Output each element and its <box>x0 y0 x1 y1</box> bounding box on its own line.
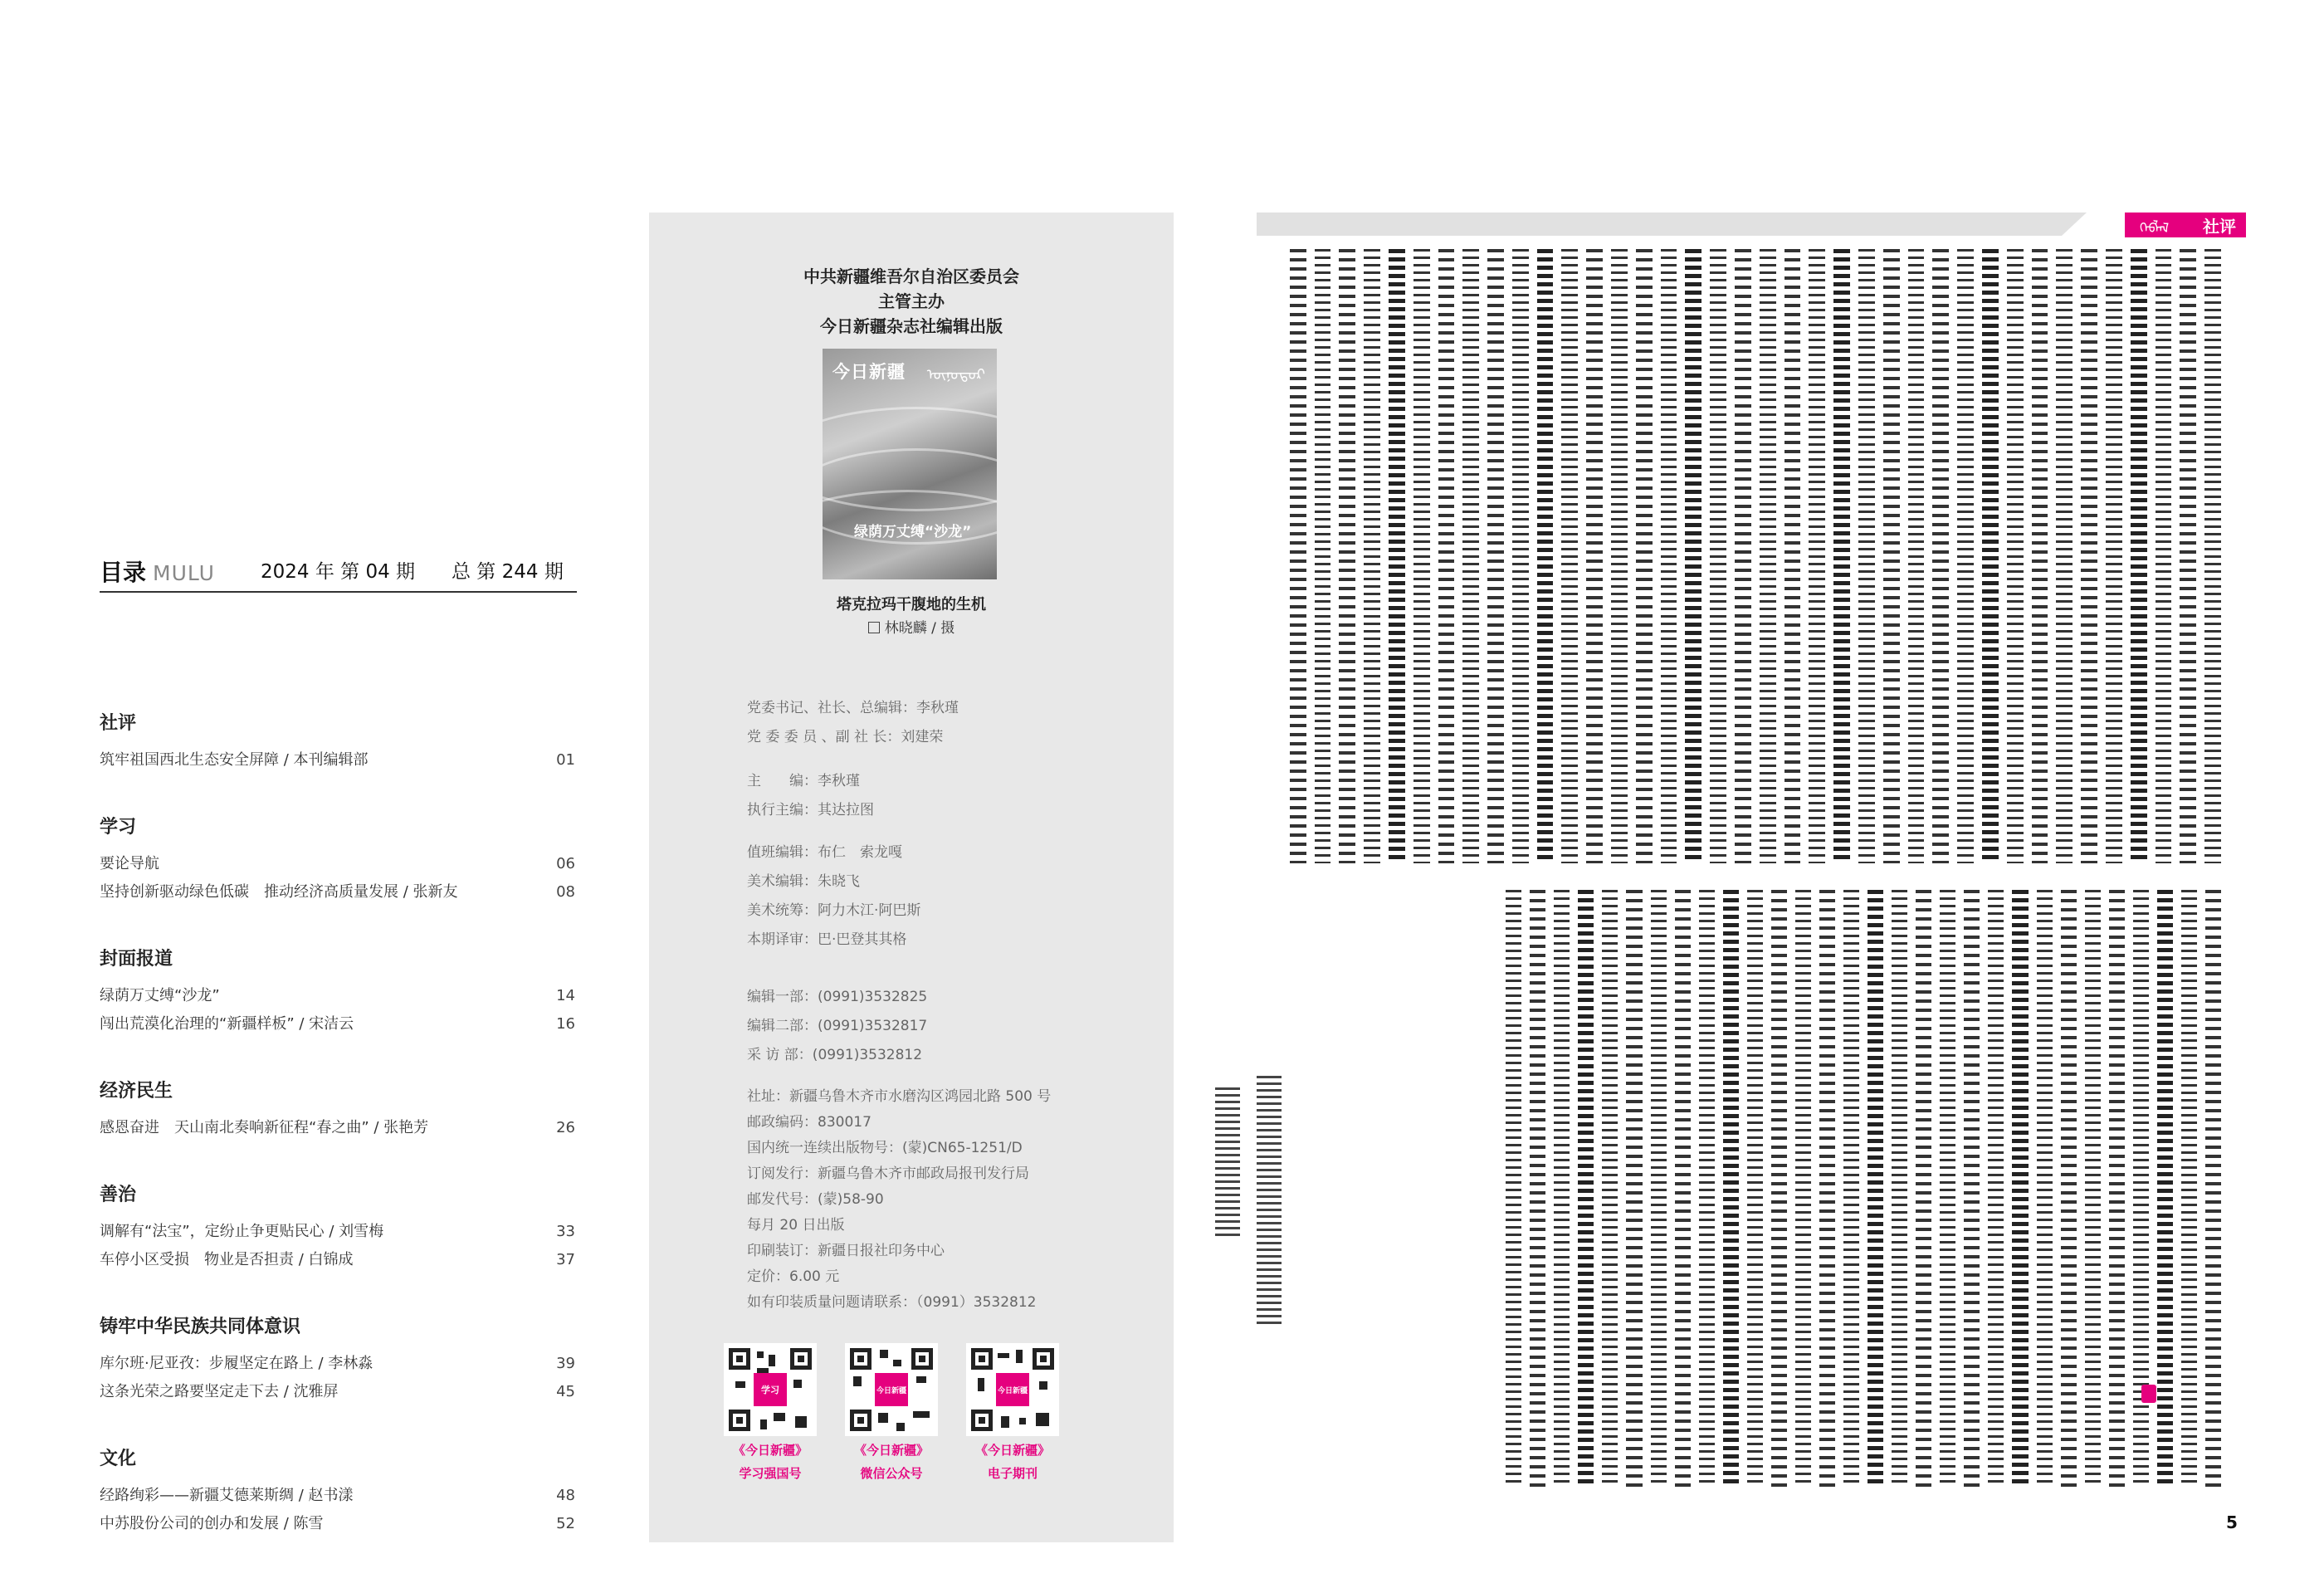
info-line: 邮政编码：830017 <box>747 1114 872 1131</box>
mongolian-text-line <box>1892 890 1907 1488</box>
sponsor-line: 中共新疆维吾尔自治区委员会 <box>803 266 1019 286</box>
mongolian-text-line <box>1554 890 1570 1488</box>
staff-line: 主 编：李秋瑾 <box>747 773 860 789</box>
mongolian-text-line <box>1675 890 1691 1488</box>
mongolian-text-line <box>1982 249 1999 863</box>
toc-entry[interactable] <box>100 1010 577 1038</box>
mongolian-text-line <box>2157 890 2173 1488</box>
mongolian-text-line <box>1883 249 1900 863</box>
photographer-credit <box>649 616 1174 637</box>
mongolian-text-line <box>1462 249 1479 863</box>
qr-label: 《今日新疆》 <box>853 1443 929 1458</box>
toc-section-title: 铸牢中华民族共同体意识 <box>100 1317 301 1337</box>
square-icon <box>868 622 880 633</box>
mongolian-text-line <box>1602 890 1618 1488</box>
contact-phones <box>747 983 927 1070</box>
mongolian-text-line <box>2205 890 2221 1488</box>
mongolian-text-line <box>1940 890 1955 1488</box>
qr-badge: 今日新疆 <box>875 1373 908 1406</box>
page-number: 5 <box>2226 1512 2238 1532</box>
qr-code[interactable] <box>845 1343 938 1436</box>
staff-line: 本期译审：巴·巴登其其格 <box>747 931 907 948</box>
toc-entry-title: 闯出荒漠化治理的“新疆样板” / 宋洁云 <box>100 1015 354 1033</box>
mongolian-text-line <box>1438 249 1455 863</box>
author-credit <box>1215 1087 1240 1237</box>
mongolian-text-line <box>1506 890 1521 1488</box>
mongolian-text-line <box>1723 890 1739 1488</box>
staff-line: 党 委 委 员 、副 社 长：刘建荣 <box>747 729 944 745</box>
toc-entry-page: 39 <box>556 1355 575 1372</box>
mongolian-text-line <box>1988 890 2004 1488</box>
toc-section <box>100 1444 577 1538</box>
mongolian-text-line <box>2085 890 2101 1488</box>
mongolian-text-line <box>1290 249 1306 863</box>
toc-section-title: 经济民生 <box>100 1081 173 1102</box>
mongolian-text-line <box>2032 249 2048 863</box>
mongolian-text-lower <box>1506 890 2221 1488</box>
toc-entry-title: 经路绚彩——新疆艾德莱斯绸 / 赵书漾 <box>100 1487 354 1504</box>
toc-entry-page: 37 <box>556 1251 575 1268</box>
mongolian-text-line <box>2061 890 2077 1488</box>
mongolian-text-line <box>1908 249 1925 863</box>
mongolian-text-line <box>1651 890 1667 1488</box>
toc-section-title: 学习 <box>100 817 137 838</box>
toc-header <box>100 555 581 593</box>
toc-entry[interactable] <box>100 850 577 878</box>
mongolian-text-line <box>1760 249 1776 863</box>
mongolian-text-line <box>2081 249 2097 863</box>
qr-label: 电子期刊 <box>987 1466 1038 1481</box>
mongolian-text-line <box>2180 249 2196 863</box>
cover-caption: 塔克拉玛干腹地的生机 <box>837 596 986 613</box>
toc-entry-page: 06 <box>556 855 575 872</box>
toc-rule <box>100 591 577 593</box>
staff-line: 党委书记、社长、总编辑：李秋瑾 <box>747 700 959 716</box>
phone-line: 采 访 部：(0991)3532812 <box>747 1047 923 1063</box>
sponsor-line: 今日新疆杂志社编辑出版 <box>820 316 1003 336</box>
toc-entry-page: 52 <box>556 1515 575 1532</box>
toc-section-title: 文化 <box>100 1449 137 1469</box>
mongolian-text-line <box>1364 249 1380 863</box>
toc-entry-title: 感恩奋进 天山南北奏响新征程“春之曲” / 张艳芳 <box>100 1119 429 1136</box>
photographer-name: 林晓麟 / 摄 <box>884 620 955 637</box>
mongolian-text-line <box>1858 249 1875 863</box>
mongolian-text-line <box>1315 249 1331 863</box>
mongolian-text-line <box>1771 890 1787 1488</box>
qr-badge: 学习 <box>754 1373 787 1406</box>
toc-entry[interactable] <box>100 982 577 1010</box>
total-issue-number: 总 第 244 期 <box>452 561 564 583</box>
mongolian-text-line <box>2181 890 2197 1488</box>
cover-thumbnail <box>823 349 997 579</box>
staff-group <box>747 694 959 752</box>
author-credit <box>1257 1076 1282 1325</box>
mongolian-text-line <box>2056 249 2073 863</box>
staff-line: 值班编辑：布仁 索龙嘎 <box>747 844 902 861</box>
info-line: 订阅发行：新疆乌鲁木齐市邮政局报刊发行局 <box>747 1165 1029 1182</box>
section-tag <box>2125 213 2246 237</box>
mongolian-text-line <box>2109 890 2125 1488</box>
toc-entry-title: 要论导航 <box>100 855 159 872</box>
sponsor-block <box>649 264 1174 339</box>
toc-entry-page: 01 <box>556 751 575 769</box>
mongolian-text-line <box>1932 249 1949 863</box>
mongolian-text-upper <box>1290 249 2221 863</box>
toc-section <box>100 813 577 906</box>
toc-entry[interactable] <box>100 1114 577 1142</box>
toc-entry[interactable] <box>100 1246 577 1274</box>
toc-entry[interactable] <box>100 878 577 906</box>
mongolian-text-line <box>1784 249 1801 863</box>
mongolian-text-line <box>1626 890 1642 1488</box>
mongolian-text-line <box>2012 890 2028 1488</box>
toc-entry[interactable] <box>100 1350 577 1378</box>
mongolian-text-line <box>1868 890 1883 1488</box>
toc-entry-title: 调解有“法宝”，定纷止争更贴民心 / 刘雪梅 <box>100 1223 384 1240</box>
toc-entry-page: 33 <box>556 1223 575 1240</box>
mongolian-text-line <box>1611 249 1628 863</box>
toc-entry-title: 筑牢祖国西北生态安全屏障 / 本刊编辑部 <box>100 751 369 769</box>
toc-entry-title: 坚持创新驱动绿色低碳 推动经济高质量发展 / 张新友 <box>100 883 458 901</box>
mongolian-text-line <box>1561 249 1578 863</box>
mongolian-text-line <box>1819 890 1835 1488</box>
toc-section-title: 社评 <box>100 713 137 734</box>
toc-entry[interactable] <box>100 1218 577 1246</box>
qr-ejournal[interactable] <box>966 1343 1059 1483</box>
toc-entry-page: 16 <box>556 1015 575 1033</box>
sponsor-line: 主管主办 <box>878 291 945 311</box>
qr-label: 《今日新疆》 <box>974 1443 1050 1458</box>
mongolian-text-line <box>1636 249 1653 863</box>
toc-section-title: 封面报道 <box>100 949 173 970</box>
toc-entry-page: 45 <box>556 1383 575 1400</box>
mongolian-text-line <box>1530 890 1545 1488</box>
mongolian-text-line <box>1735 249 1751 863</box>
qr-label: 微信公众号 <box>860 1466 923 1481</box>
qr-xuexi[interactable] <box>724 1343 817 1483</box>
article-start-mark <box>2141 1385 2156 1403</box>
toc-entry[interactable] <box>100 1378 577 1406</box>
toc-entry[interactable] <box>100 1482 577 1510</box>
qr-label: 学习强国号 <box>739 1466 802 1481</box>
toc-entry-page: 08 <box>556 883 575 901</box>
mongolian-text-line <box>1661 249 1677 863</box>
toc-section <box>100 1180 577 1274</box>
info-line: 定价：6.00 元 <box>747 1268 840 1285</box>
toc-section <box>100 709 577 774</box>
mongolian-text-line <box>1809 249 1825 863</box>
toc-entry-title: 中苏股份公司的创办和发展 / 陈雪 <box>100 1515 324 1532</box>
mongolian-text-line <box>1747 890 1763 1488</box>
staff-line: 美术统筹：阿力木江·阿巴斯 <box>747 902 921 919</box>
toc-entry[interactable] <box>100 1510 577 1538</box>
qr-wechat[interactable] <box>845 1343 938 1483</box>
toc-entry-title: 这条光荣之路要坚定走下去 / 沈雅屏 <box>100 1383 339 1400</box>
mongolian-text-line <box>1699 890 1715 1488</box>
toc-entry-page: 26 <box>556 1119 575 1136</box>
toc-section <box>100 1077 577 1142</box>
staff-group <box>747 767 874 825</box>
section-tag-chinese: 社评 <box>2203 216 2236 237</box>
phone-line: 编辑一部：(0991)3532825 <box>747 989 928 1005</box>
mongolian-text-line <box>2007 249 2024 863</box>
mongolian-text-line <box>2131 249 2147 863</box>
issue-number: 2024 年 第 04 期 <box>261 561 416 583</box>
toc-entry-title: 车停小区受损 物业是否担责 / 白锦成 <box>100 1251 354 1268</box>
toc-title-latin: MULU <box>153 561 215 585</box>
mongolian-text-line <box>1512 249 1529 863</box>
publication-info <box>747 1084 1051 1316</box>
mongolian-text-line <box>1795 890 1811 1488</box>
table-of-contents <box>100 555 581 1532</box>
info-line: 国内统一连续出版物号：(蒙)CN65-1251/D <box>747 1140 1023 1156</box>
toc-entry-page: 14 <box>556 987 575 1004</box>
qr-badge: 今日新疆 <box>996 1373 1029 1406</box>
mongolian-text-line <box>1537 249 1554 863</box>
mongolian-text-line <box>1578 890 1594 1488</box>
mongolian-text-line <box>1957 249 1974 863</box>
toc-sections <box>100 709 577 1576</box>
mongolian-text-line <box>2106 249 2122 863</box>
toc-section-title: 善治 <box>100 1185 137 1205</box>
toc-entry-title: 绿荫万丈缚“沙龙” <box>100 987 220 1004</box>
info-line: 印刷装订：新疆日报社印务中心 <box>747 1243 945 1259</box>
mongolian-text-line <box>1833 249 1850 863</box>
mongolian-text-line <box>1339 249 1355 863</box>
mongolian-text-line <box>1843 890 1859 1488</box>
info-line: 社址：新疆乌鲁木齐市水磨沟区鸿园北路 500 号 <box>747 1088 1052 1105</box>
toc-entry[interactable] <box>100 746 577 774</box>
phone-line: 编辑二部：(0991)3532817 <box>747 1018 928 1034</box>
staff-line: 执行主编：其达拉图 <box>747 802 874 818</box>
info-line: 每月 20 日出版 <box>747 1217 845 1234</box>
mongolian-text-line <box>2037 890 2053 1488</box>
mongolian-text-line <box>1413 249 1430 863</box>
mongolian-text-line <box>1964 890 1980 1488</box>
section-tag-mongolian: ᠬᠡᠪᠯᠡᠯ <box>2140 220 2170 236</box>
cover-brand: 今日新疆 <box>832 362 906 382</box>
masthead-panel <box>649 213 1174 1542</box>
staff-group <box>747 838 920 955</box>
info-line: 邮发代号：(蒙)58-90 <box>747 1191 884 1208</box>
mongolian-text-line <box>2156 249 2172 863</box>
mongolian-text-line <box>1586 249 1603 863</box>
cover-headline: 绿荫万丈缚“沙龙” <box>854 524 972 540</box>
mongolian-text-line <box>1685 249 1702 863</box>
qr-label: 《今日新疆》 <box>732 1443 808 1458</box>
header-bar <box>1257 213 2087 236</box>
toc-entry-page: 48 <box>556 1487 575 1504</box>
toc-section <box>100 1312 577 1406</box>
mongolian-text-line <box>2204 249 2221 863</box>
mongolian-text-line <box>1710 249 1726 863</box>
qr-code[interactable] <box>724 1343 817 1436</box>
qr-code[interactable] <box>966 1343 1059 1436</box>
mongolian-text-line <box>1916 890 1931 1488</box>
staff-line: 美术编辑：朱晓飞 <box>747 873 860 890</box>
mongolian-text-line <box>1487 249 1504 863</box>
cover-mongolian-title: ᠥᠨᠥᠳᠥᠷ <box>926 366 985 384</box>
toc-section <box>100 945 577 1038</box>
toc-title: 目录 <box>100 559 147 586</box>
toc-entry-title: 库尔班·尼亚孜：步履坚定在路上 / 李林淼 <box>100 1355 374 1372</box>
info-line: 如有印装质量问题请联系：（0991）3532812 <box>747 1294 1037 1311</box>
mongolian-text-line <box>1389 249 1405 863</box>
